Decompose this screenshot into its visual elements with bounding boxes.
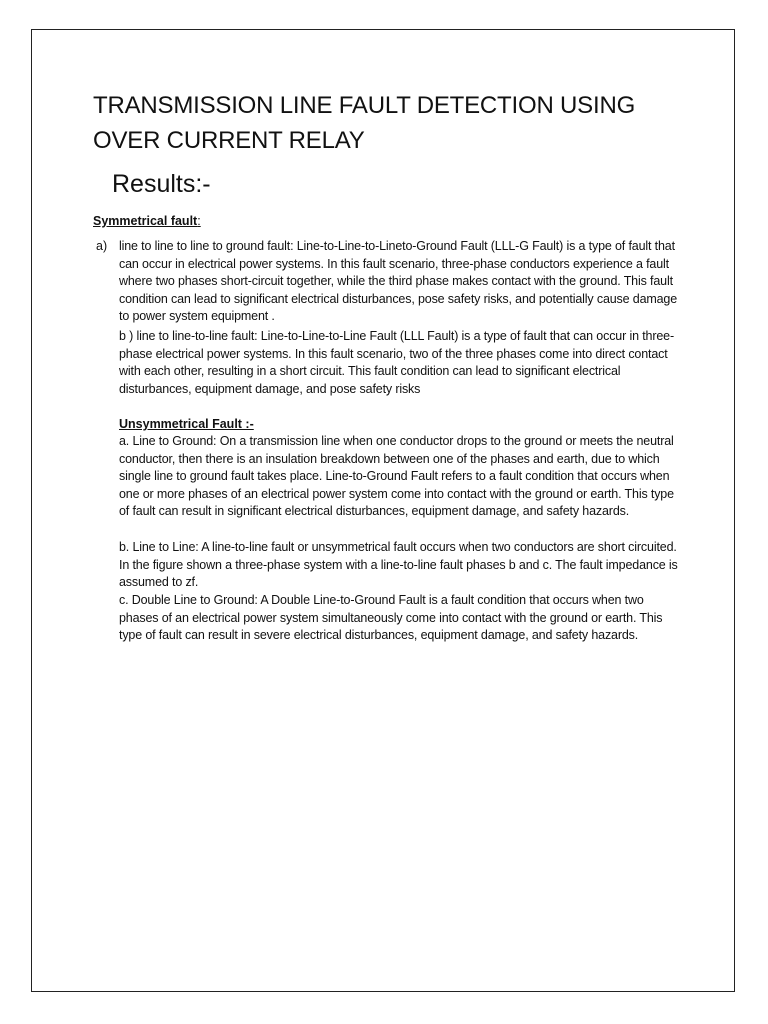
symmetrical-item-b: b ) line to line-to-line fault: Line-to-Line-to-Line Fault (LLL Fault) is a type of fault that can occur in three-phase electrical power systems. In this fault scenario, two of the three phases come into direct contact with each other, resulting in a short circuit. This fault condition can lead to significant electrical disturbances, equipment damage, and pose safety risks <box>119 329 674 396</box>
results-heading: Results:- <box>112 170 211 198</box>
unsymmetrical-item-c: c. Double Line to Ground: A Double Line-to-Ground Fault is a fault condition that occurs when two phases of an electrical power system simultaneously come into contact with the ground or earth. This type of fault can result in severe electrical disturbances, equipment damage, and safety hazards. <box>119 593 663 643</box>
symmetrical-fault-heading <box>93 213 201 230</box>
document-title: TRANSMISSION LINE FAULT DETECTION USING OVER CURRENT RELAY <box>93 92 636 154</box>
unsymmetrical-fault-heading: Unsymmetrical Fault :- <box>119 417 254 431</box>
list-marker-a: a) <box>96 239 108 253</box>
symmetrical-fault-colon: : <box>197 214 201 228</box>
symmetrical-item-a: line to line to line to ground fault: Line-to-Line-to-Lineto-Ground Fault (LLL-G Fault) is a type of fault that can occur in electrical power systems. In this fault scenario, three-phase conductors experience a fault where two phases short-circuit together, while the third phase makes contact with the ground. This fault condition can lead to significant electrical disturbances, pose safety risks, and potentially cause damage to power system equipment . <box>119 239 678 324</box>
unsymmetrical-item-b: b. Line to Line: A line-to-line fault or unsymmetrical fault occurs when two conductors are short circuited. In the figure shown a three-phase system with a line-to-line fault phases b and c. The fault impedance is assumed to zf. <box>119 540 678 590</box>
symmetrical-fault-label: Symmetrical fault <box>93 214 198 228</box>
unsymmetrical-item-a: a. Line to Ground: On a transmission line when one conductor drops to the ground or meets the neutral conductor, then there is an insulation breakdown between one of the phases and earth, due to which single line to ground fault takes place. Line-to-Ground Fault refers to a fault condition that occurs when one or more phases of an electrical power system come into contact with the ground or earth. This type of fault can result in significant electrical disturbances, equipment damage, and safety hazards. <box>119 434 674 519</box>
